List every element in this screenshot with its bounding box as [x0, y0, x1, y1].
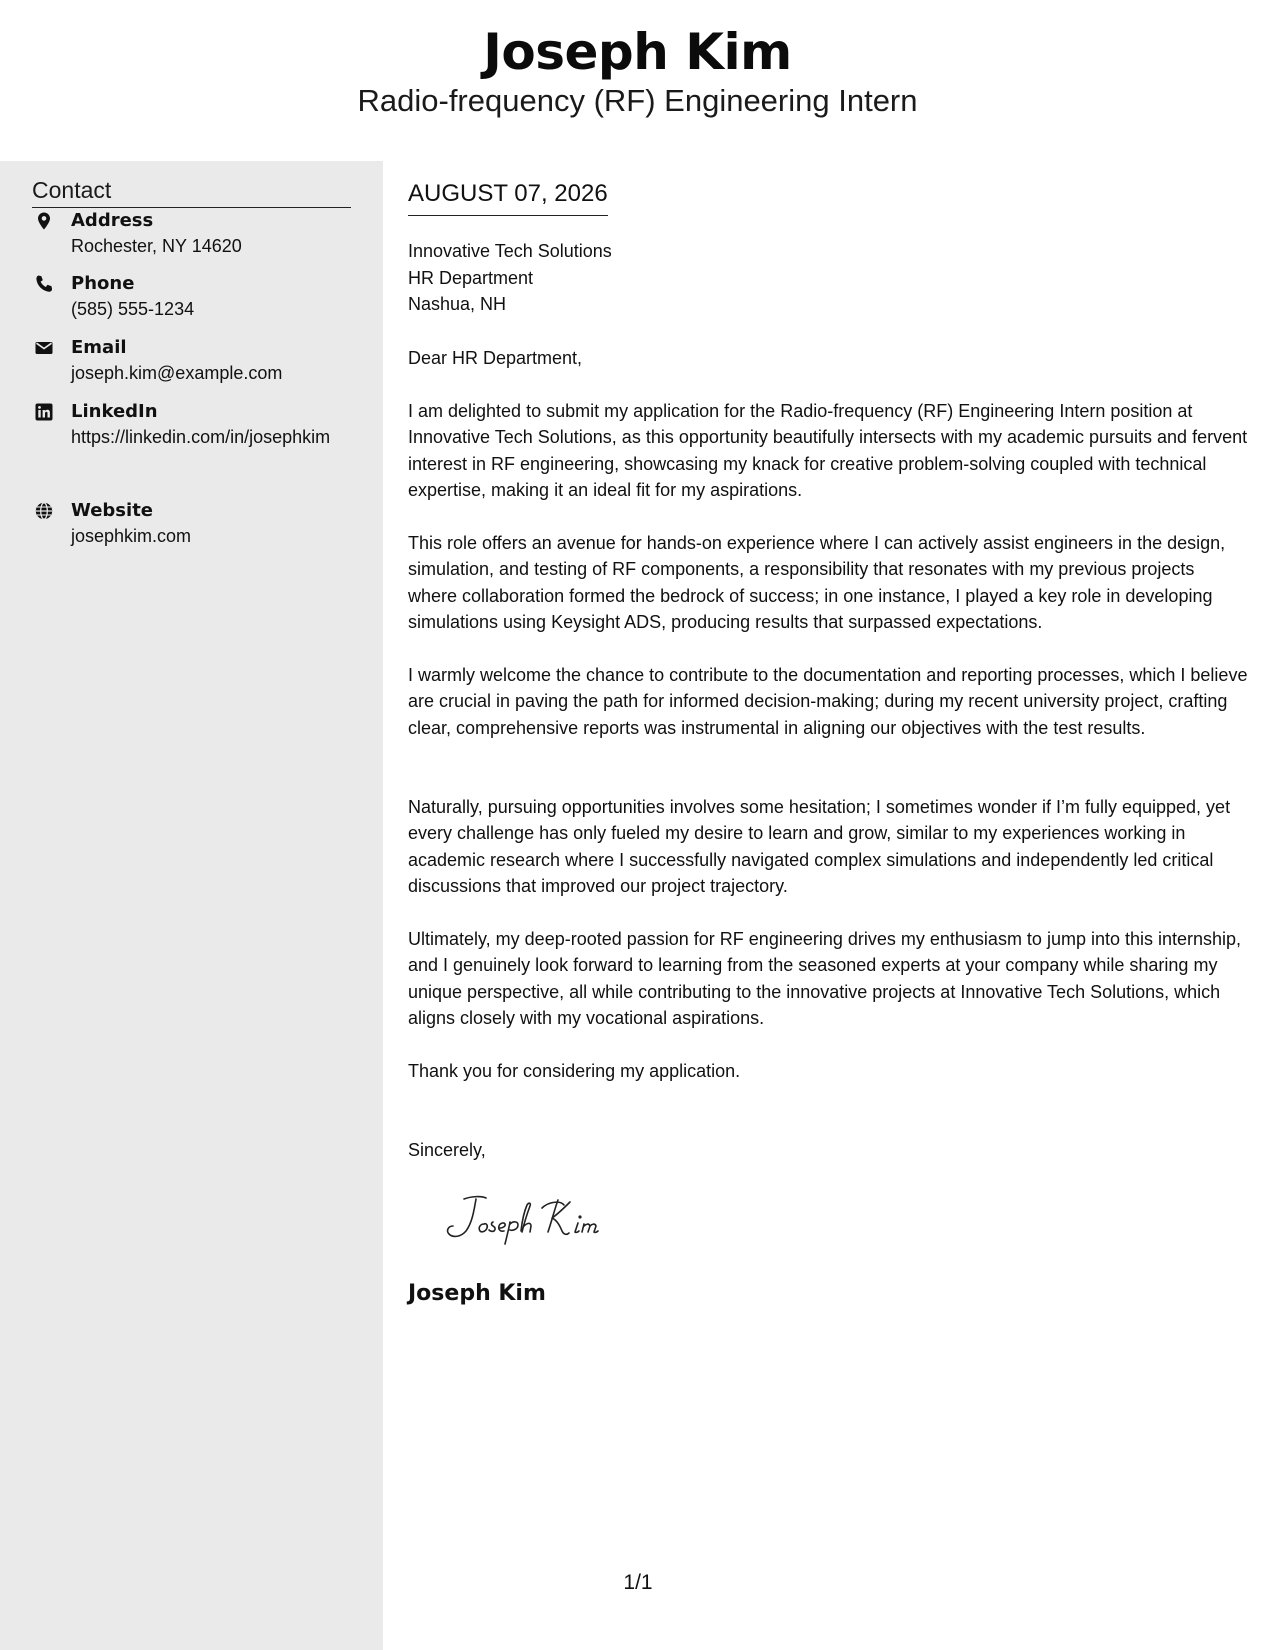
body-paragraph: Naturally, pursuing opportunities involves some hesitation; I sometimes wonder if I’m fully equipped, yet every challenge has only fueled my desire to learn and grow, similar to my experiences working in academic research where I successfully navigated complex simulations and independently led critical discussions that improved our project trajectory. — [408, 797, 1231, 897]
letter-date: AUGUST 07, 2026 — [408, 179, 608, 216]
contact-heading: Contact — [32, 176, 351, 208]
recipient-company: Innovative Tech Solutions — [408, 241, 612, 261]
contact-value: (585) 555-1234 — [71, 299, 195, 319]
sign-off: Sincerely, — [408, 1140, 486, 1160]
body-paragraph: Ultimately, my deep-rooted passion for RF engineering drives my enthusiasm to jump into this internship, and I genuinely look forward to learning from the seasoned experts at your company while sharing my unique perspective, all while contributing to the innovative projects at Innovative Tech Solutions, which aligns closely with my vocational aspirations. — [408, 929, 1242, 1029]
contact-value[interactable]: josephkim.com — [71, 526, 192, 546]
body-paragraph: I am delighted to submit my application for the Radio-frequency (RF) Engineering Intern position at Innovative Tech Solutions, as this opportunity beautifully intersects with my academic pursuits and fervent interest in RF engineering, showcasing my knack for creative problem-solving coupled with technical expertise, making it an ideal fit for my aspirations. — [408, 401, 1248, 501]
globe-icon — [34, 501, 54, 521]
recipient-department: HR Department — [408, 267, 534, 288]
applicant-name: Joseph Kim — [483, 23, 792, 81]
location-pin-icon — [34, 211, 54, 231]
contact-label: Address — [71, 210, 154, 231]
body-paragraph: This role offers an avenue for hands-on experience where I can actively assist engineers in the design, simulation, and testing of RF components, a responsibility that resonates with my previous projects where collaboration formed the bedrock of success; in one instance, I played a key role in developing simulations using Keysight ADS, producing results that surpassed expectations. — [408, 533, 1226, 633]
handwritten-signature — [438, 1190, 638, 1255]
contact-value[interactable]: https://linkedin.com/in/josephkim — [71, 427, 331, 447]
signed-name: Joseph Kim — [408, 1281, 546, 1306]
closing-thanks: Thank you for considering my application. — [408, 1061, 741, 1081]
phone-icon — [34, 274, 54, 294]
applicant-role: Radio-frequency (RF) Engineering Intern — [357, 83, 918, 118]
body-paragraph: I warmly welcome the chance to contribute to the documentation and reporting processes, which I believe are crucial in paving the path for informed decision-making; during my recent university project, crafting clear, comprehensive reports was instrumental in aligning our objectives with the test results. — [408, 665, 1248, 738]
contact-value: joseph.kim@example.com — [71, 363, 283, 383]
letter-header — [0, 0, 1275, 160]
greeting: Dear HR Department, — [408, 348, 583, 368]
contact-label: LinkedIn — [71, 401, 158, 422]
recipient-location: Nashua, NH — [408, 294, 507, 314]
page-number: 1/1 — [623, 1571, 653, 1594]
envelope-icon — [34, 338, 54, 358]
recipient-block — [408, 238, 612, 318]
linkedin-icon — [34, 402, 54, 422]
contact-label: Email — [71, 337, 127, 358]
contact-value: Rochester, NY 14620 — [71, 236, 242, 256]
contact-label: Website — [71, 500, 154, 521]
contact-label: Phone — [71, 273, 135, 294]
